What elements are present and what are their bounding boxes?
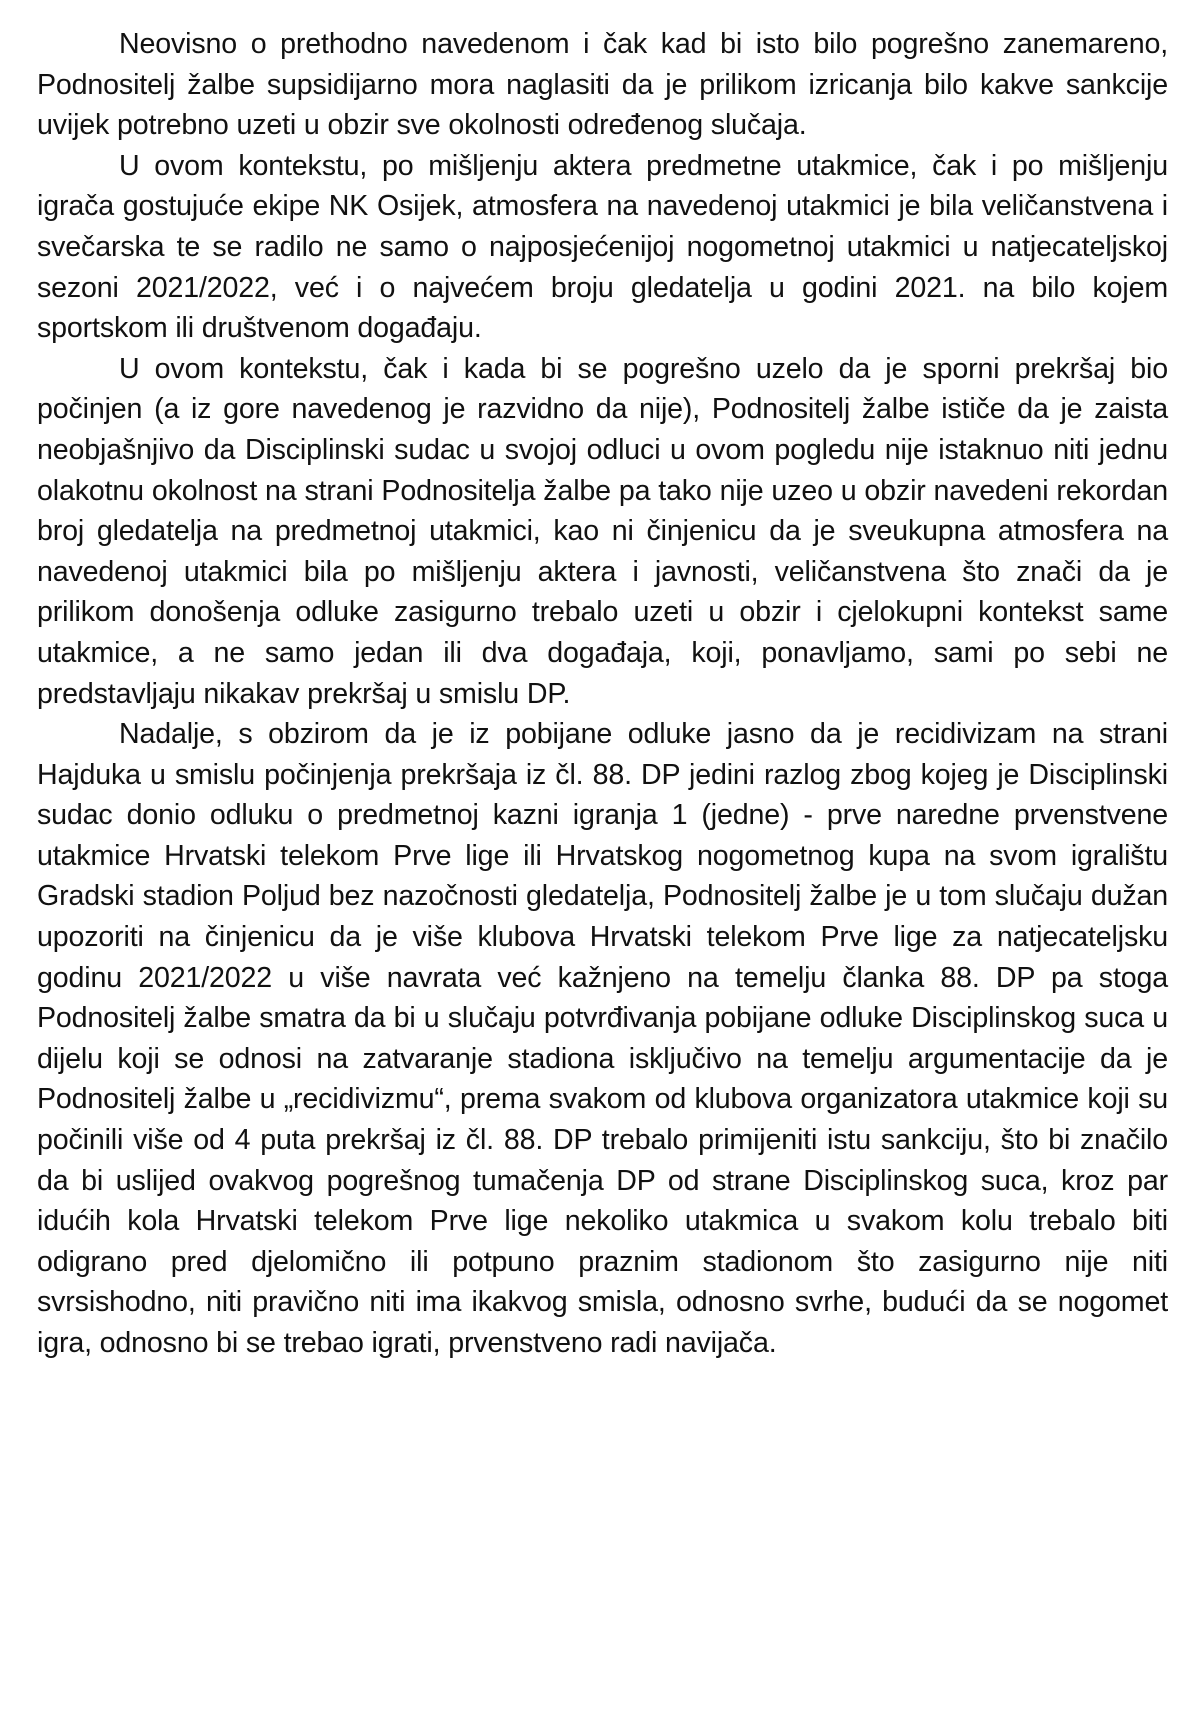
paragraph-3: U ovom kontekstu, čak i kada bi se pogrešno uzelo da je sporni prekršaj bio počinjen (a iz gore navedenog je razvidno da nije), Podnositelj žalbe ističe da je zaista neobjašnjivo da Disciplinski sudac u svojoj odluci u ovom pogledu nije istaknuo niti jednu olakotnu okolnost na strani Podnositelja žalbe pa tako nije uzeo u obzir navedeni rekordan broj gledatelja na predmetnoj utakmici, kao ni činjenicu da je sveukupna atmosfera na navedenoj utakmici bila po mišljenju aktera i javnosti, veličanstvena što znači da je prilikom donošenja odluke zasigurno trebalo uzeti u obzir i cjelokupni kontekst same utakmice, a ne samo jedan ili dva događaja, koji, ponavljamo, sami po sebi ne predstavljaju nikakav prekršaj u smislu DP. [37, 352, 1168, 710]
paragraph-4: Nadalje, s obzirom da je iz pobijane odluke jasno da je recidivizam na strani Hajduka u smislu počinjenja prekršaja iz čl. 88. DP jedini razlog zbog kojeg je Disciplinski sudac donio odluku o predmetnoj kazni igranja 1 (jedne) - prve naredne prvenstvene utakmice Hrvatski telekom Prve lige ili Hrvatskog nogometnog kupa na svom igralištu Gradski stadion Poljud bez nazočnosti gledatelja, Podnositelj žalbe je u tom slučaju dužan upozoriti na činjenicu da je više klubova Hrvatski telekom Prve lige za natjecateljsku godinu 2021/2022 u više navrata već kažnjeno na temelju članka 88. DP pa stoga Podnositelj žalbe smatra da bi u slučaju potvrđivanja pobijane odluke Disciplinskog suca u dijelu koji se odnosi na zatvaranje stadiona isključivo na temelju argumentacije da je Podnositelj žalbe u „recidivizmu“, prema svakom od klubova organizatora utakmice koji su počinili više od 4 puta prekršaj iz čl. 88. DP trebalo primijeniti istu sankciju, što bi značilo da bi uslijed ovakvog pogrešnog tumačenja DP od strane Disciplinskog suca, kroz par idućih kola Hrvatski telekom Prve lige nekoliko utakmica u svakom kolu trebalo biti odigrano pred djelomično ili potpuno praznim stadionom što zasigurno nije niti svrsishodno, niti pravično niti ima ikakvog smisla, odnosno svrhe, budući da se nogomet igra, odnosno bi se trebao igrati, prvenstveno radi navijača. [37, 718, 1168, 1359]
paragraph-1: Neovisno o prethodno navedenom i čak kad bi isto bilo pogrešno zanemareno, Podnositelj žalbe supsidijarno mora naglasiti da je prilikom izricanja bilo kakve sankcije uvijek potrebno uzeti u obzir sve okolnosti određenog slučaja. [37, 28, 1168, 142]
document-body [37, 24, 1168, 1364]
paragraph-2: U ovom kontekstu, po mišljenju aktera predmetne utakmice, čak i po mišljenju igrača gostujuće ekipe NK Osijek, atmosfera na navedenoj utakmici je bila veličanstvena i svečarska te se radilo ne samo o najposjećenijoj nogometnoj utakmici u natjecateljskoj sezoni 2021/2022, već i o najvećem broju gledatelja u godini 2021. na bilo kojem sportskom ili društvenom događaju. [37, 149, 1168, 345]
